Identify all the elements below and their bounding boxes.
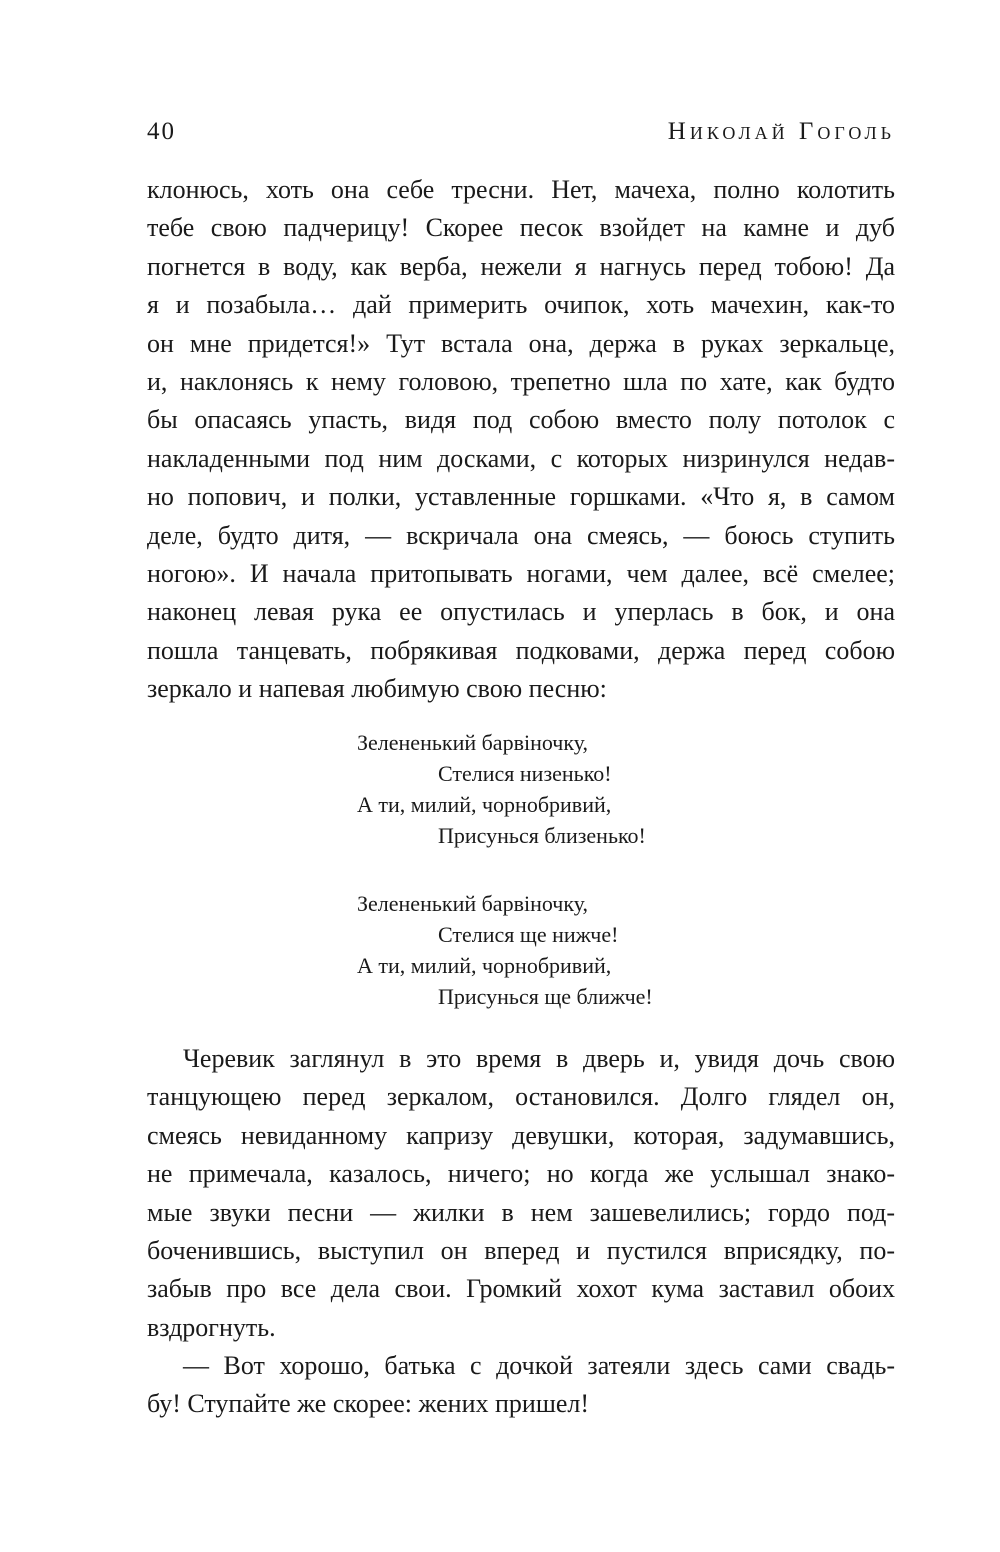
text-line: — Вот хорошо, батька с дочкой затеяли здесь сами свадь- (183, 1351, 895, 1380)
text-line: зеркало и напевая любимую свою песню: (147, 674, 607, 704)
text-line: забыв про все дела свои. Громкий хохот кума заставил обоих (147, 1274, 895, 1304)
paragraph-2 (147, 1040, 895, 1347)
text-line: ногою». И начала притопывать ногами, чем далее, всё смелее; (147, 558, 895, 588)
paragraph-3 (147, 1347, 895, 1424)
verse-stanza-1 (357, 727, 777, 851)
text-line: я и позабыла… дай примерить очипок, хоть мачехин, как-то (147, 290, 895, 320)
text-line: бы опасаясь упасть, видя под собою вместо полу потолок с (147, 405, 895, 435)
text-line: Черевик заглянул в это время в дверь и, увидя дочь свою (183, 1044, 895, 1073)
text-line: боченившись, выступил он вперед и пустился вприсядку, по- (147, 1235, 895, 1265)
verse-line: Зелененький барвіночку, (357, 730, 589, 755)
text-line: пошла танцевать, побрякивая подковами, держа перед собою (147, 635, 895, 665)
text-line: но попович, и полки, уставленные горшками. «Что я, в самом (147, 482, 895, 512)
text-line: накладенными под ним досками, с которых низринулся недав- (147, 443, 895, 473)
verse-line: Присунься близенько! (438, 823, 646, 848)
verse-stanza-2 (357, 888, 777, 1012)
text-line: бу! Ступайте же скорее: жених пришел! (147, 1389, 590, 1419)
text-line: не примечала, казалось, ничего; но когда же услышал знако- (147, 1159, 895, 1189)
running-title-author: Николай Гоголь (667, 118, 895, 145)
verse-line: А ти, милий, чорнобривий, (357, 953, 612, 978)
running-head (147, 118, 895, 158)
text-line: смеясь невиданному капризу девушки, которая, задумавшись, (147, 1120, 895, 1150)
text-line: и, наклонясь к нему головою, трепетно шла по хате, как будто (147, 366, 895, 396)
verse-line: Присунься ще ближче! (438, 984, 653, 1009)
verse-line: Стелися ще нижче! (438, 922, 619, 947)
verse-line: А ти, милий, чорнобривий, (357, 792, 612, 817)
text-line: тебе свою падчерицу! Скорее песок взойдет на камне и дуб (147, 213, 895, 243)
page-number: 40 (147, 118, 176, 145)
text-line: деле, будто дитя, — вскричала она смеясь, — боюсь ступить (147, 520, 895, 550)
text-line: мые звуки песни — жилки в нем зашевелились; гордо под- (147, 1197, 895, 1227)
text-line: танцующею перед зеркалом, остановился. Долго глядел он, (147, 1082, 895, 1112)
text-line: клонюсь, хоть она себе тресни. Нет, мачеха, полно колотить (147, 175, 895, 204)
text-line: он мне придется!» Тут встала она, держа в руках зеркальце, (147, 328, 895, 358)
paragraph-1 (147, 171, 895, 708)
verse-line: Стелися низенько! (438, 761, 612, 786)
verse-line: Зелененький барвіночку, (357, 891, 589, 916)
text-line: погнется в воду, как верба, нежели я нагнусь перед тобою! Да (147, 251, 895, 281)
text-line: вздрогнуть. (147, 1312, 276, 1342)
text-line: наконец левая рука ее опустилась и уперлась в бок, и она (147, 597, 895, 627)
